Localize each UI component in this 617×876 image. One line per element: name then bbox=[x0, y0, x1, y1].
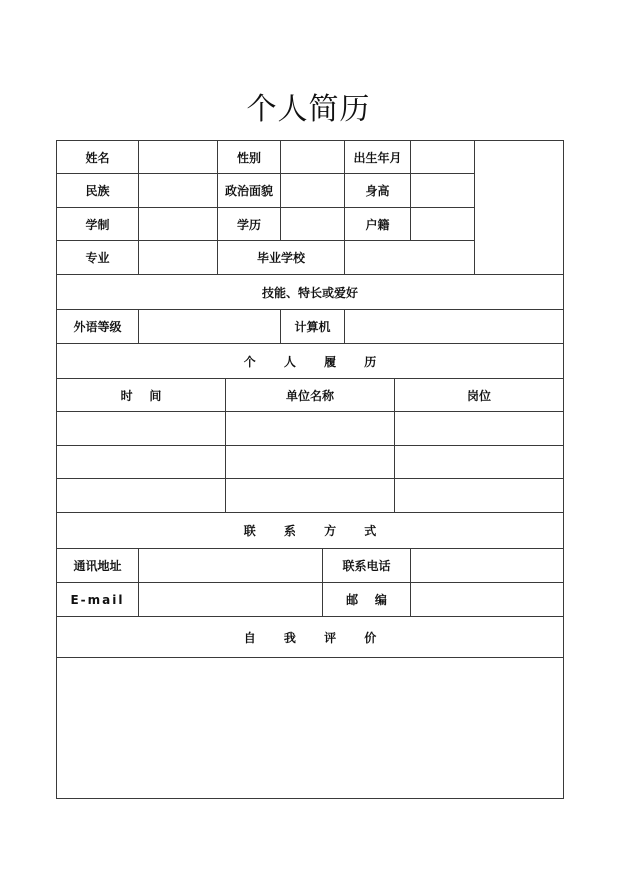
self-heading bbox=[57, 617, 563, 657]
hukou-label: 户籍 bbox=[365, 217, 390, 232]
phone-label: 联系电话 bbox=[342, 559, 391, 573]
history-cell[interactable] bbox=[57, 446, 225, 478]
name-field[interactable] bbox=[139, 141, 217, 173]
contact-heading-text: 联 系 方 式 bbox=[243, 524, 389, 538]
history-heading bbox=[57, 344, 563, 378]
page-title: 个人简历 bbox=[246, 92, 371, 127]
computer-label: 计算机 bbox=[294, 320, 331, 334]
hukou-field[interactable] bbox=[411, 208, 474, 240]
address-label: 通讯地址 bbox=[73, 559, 122, 573]
school-label: 毕业学校 bbox=[256, 251, 305, 265]
self-heading-text: 自 我 评 价 bbox=[243, 630, 389, 645]
height-field[interactable] bbox=[411, 174, 474, 207]
language-field[interactable] bbox=[139, 310, 280, 343]
history-cell[interactable] bbox=[57, 412, 225, 445]
school-field[interactable] bbox=[345, 241, 474, 274]
phone-field[interactable] bbox=[411, 549, 563, 582]
education-field[interactable] bbox=[281, 208, 344, 240]
history-col-time-text: 时 间 bbox=[120, 388, 162, 403]
email-label: E-mail bbox=[70, 592, 125, 607]
birth-field[interactable] bbox=[411, 141, 474, 173]
postcode-label-text: 邮 编 bbox=[346, 593, 387, 607]
birth-label: 出生年月 bbox=[353, 150, 402, 165]
table-border-right bbox=[563, 140, 564, 799]
postcode-label bbox=[323, 583, 410, 616]
table-border-bottom bbox=[56, 798, 564, 799]
history-col-org: 单位名称 bbox=[285, 388, 334, 403]
political-label: 政治面貌 bbox=[224, 184, 273, 198]
gender-field[interactable] bbox=[281, 141, 344, 173]
education-label: 学历 bbox=[236, 217, 261, 232]
gender-label: 性别 bbox=[236, 150, 261, 165]
ethnicity-label: 民族 bbox=[85, 184, 110, 198]
history-col-time bbox=[57, 379, 225, 411]
schooling-label: 学制 bbox=[85, 217, 110, 232]
photo-area[interactable] bbox=[475, 141, 563, 274]
ethnicity-field[interactable] bbox=[139, 174, 217, 207]
postcode-field[interactable] bbox=[411, 583, 563, 616]
history-cell[interactable] bbox=[395, 479, 563, 512]
major-label: 专业 bbox=[85, 251, 110, 265]
computer-field[interactable] bbox=[345, 310, 563, 343]
schooling-field[interactable] bbox=[139, 208, 217, 240]
history-cell[interactable] bbox=[395, 446, 563, 478]
major-field[interactable] bbox=[139, 241, 217, 274]
email-field[interactable] bbox=[139, 583, 322, 616]
history-col-post: 岗位 bbox=[466, 388, 491, 403]
political-field[interactable] bbox=[281, 174, 344, 207]
contact-heading bbox=[57, 513, 563, 548]
history-cell[interactable] bbox=[226, 446, 394, 478]
history-cell[interactable] bbox=[226, 412, 394, 445]
height-label: 身高 bbox=[365, 184, 390, 198]
language-label: 外语等级 bbox=[73, 320, 122, 334]
name-label: 姓名 bbox=[85, 150, 110, 165]
address-field[interactable] bbox=[139, 549, 322, 582]
skills-heading: 技能、特长或爱好 bbox=[261, 285, 358, 300]
history-cell[interactable] bbox=[57, 479, 225, 512]
history-cell[interactable] bbox=[226, 479, 394, 512]
history-cell[interactable] bbox=[395, 412, 563, 445]
self-evaluation-area[interactable] bbox=[57, 658, 563, 798]
history-heading-text: 个 人 履 历 bbox=[243, 354, 389, 369]
